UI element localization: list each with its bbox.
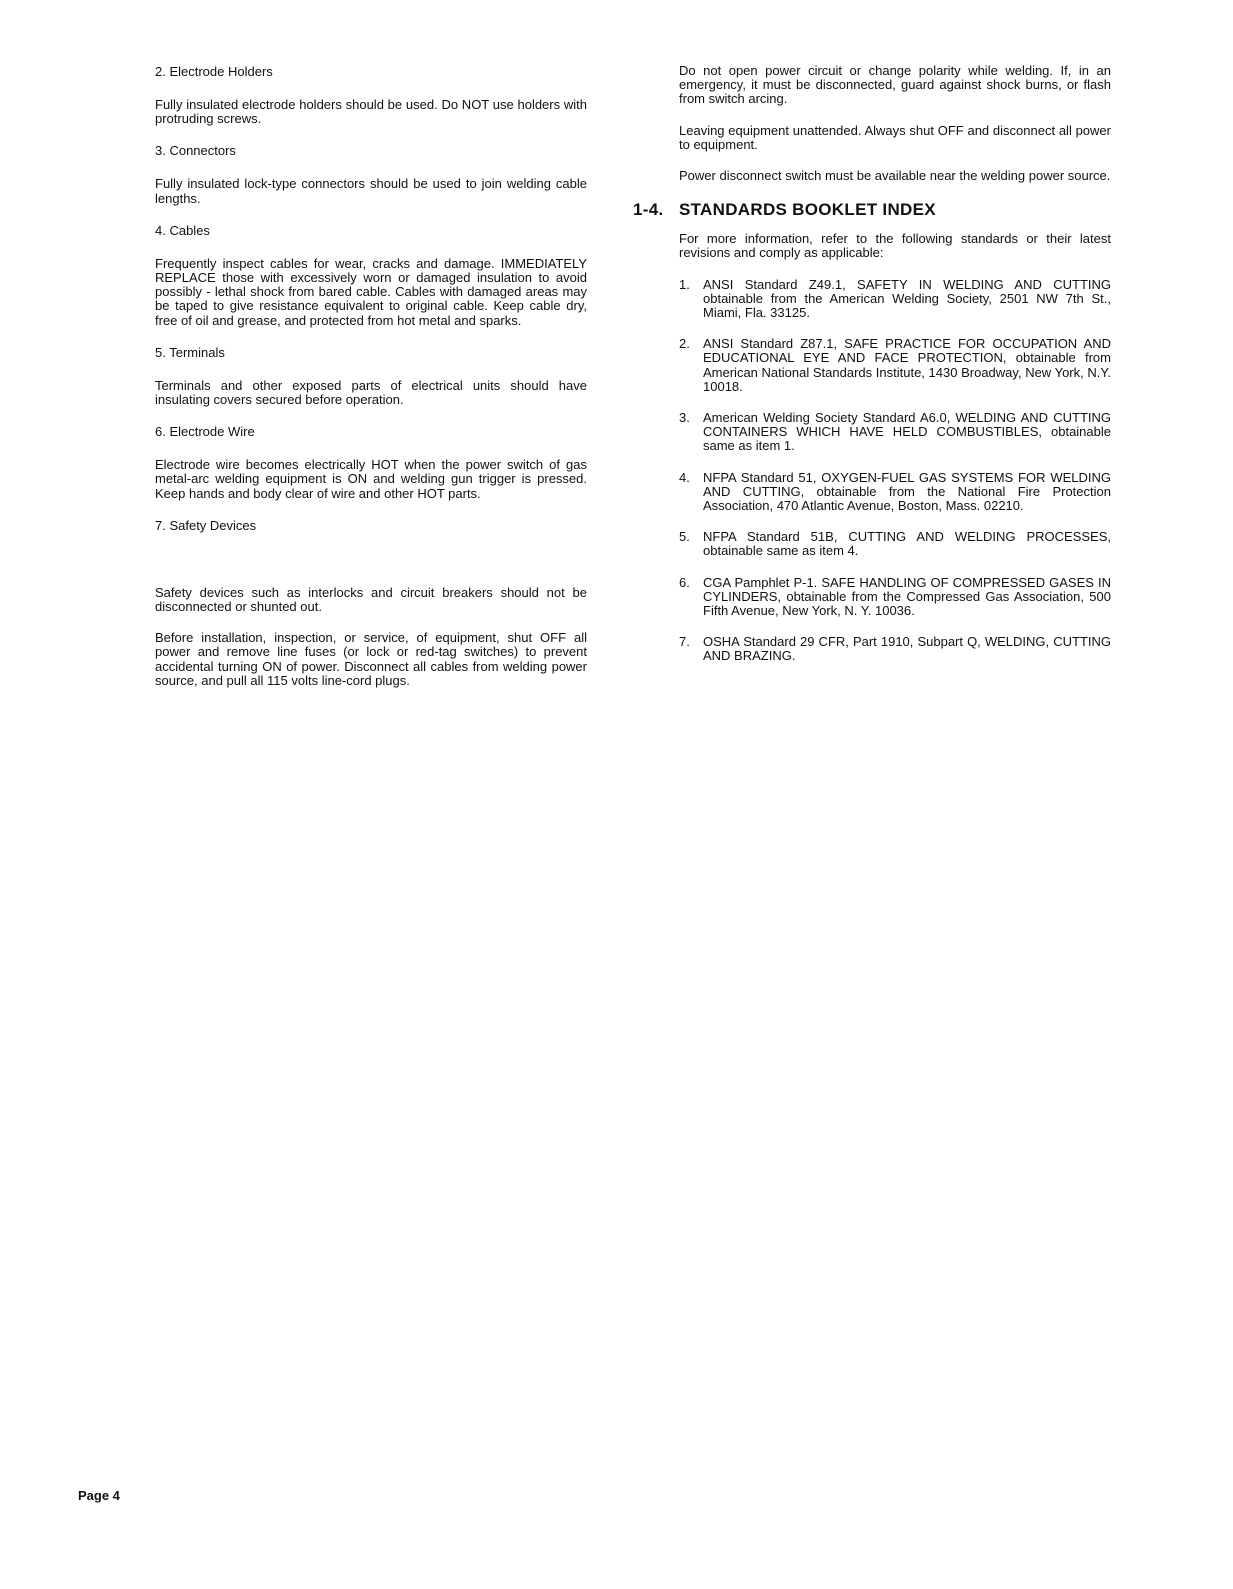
list-item-number: 7.	[679, 634, 690, 650]
standards-intro: For more information, refer to the following standards or their latest revisions and comply as applicable:	[679, 231, 1111, 261]
list-item-text: American Welding Society Standard A6.0, WELDING AND CUTTING CONTAINERS WHICH HAVE HELD COMBUSTIBLES, obtainable same as item 1.	[703, 410, 1111, 454]
list-item-number: 2.	[679, 336, 690, 352]
list-item-number: 4.	[679, 469, 690, 485]
list-item	[679, 635, 1111, 663]
page-number: Page 4	[78, 1488, 120, 1503]
cables-heading: 4. Cables	[155, 222, 210, 238]
list-item	[679, 337, 1111, 394]
list-item-number: 6.	[679, 574, 690, 590]
list-item	[679, 576, 1111, 619]
section-heading	[633, 200, 1111, 220]
list-item-text: NFPA Standard 51B, CUTTING AND WELDING PROCESSES, obtainable same as item 4.	[703, 529, 1111, 559]
electrode-holders-heading: 2. Electrode Holders	[155, 64, 273, 79]
electrode-wire-heading: 6. Electrode Wire	[155, 424, 255, 440]
list-item-text: OSHA Standard 29 CFR, Part 1910, Subpart Q, WELDING, CUTTING AND BRAZING.	[703, 634, 1111, 664]
list-item-number: 5.	[679, 529, 690, 545]
list-item-number: 1.	[679, 276, 690, 292]
list-item-number: 3.	[679, 410, 690, 426]
list-item	[679, 471, 1111, 514]
left-column	[155, 64, 587, 705]
list-item-text: CGA Pamphlet P-1. SAFE HANDLING OF COMPRESSED GASES IN CYLINDERS, obtainable from the Compressed Gas Association, 500 Fifth Avenue, New York, N. Y. 10036.	[703, 574, 1111, 619]
list-item-text: ANSI Standard Z87.1, SAFE PRACTICE FOR OCCUPATION AND EDUCATIONAL EYE AND FACE PROTECTION, obtainable from American National Standards Institute, 1430 Broadway, New York, N.Y. 10018.	[703, 336, 1111, 394]
terminals-heading: 5. Terminals	[155, 344, 225, 360]
list-item-text: NFPA Standard 51, OXYGEN-FUEL GAS SYSTEMS FOR WELDING AND CUTTING, obtainable from the National Fire Protection Association, 470 Atlantic Avenue, Boston, Mass. 02210.	[703, 469, 1111, 514]
spacer	[155, 552, 587, 586]
list-item-text: ANSI Standard Z49.1, SAFETY IN WELDING AND CUTTING obtainable from the American Welding Society, 2501 NW 7th St., Miami, Fla. 33125.	[703, 276, 1111, 321]
cables-text: Frequently inspect cables for wear, cracks and damage. IMMEDIATELY REPLACE those with excessively worn or damaged insulation to avoid possibly - lethal shock from bared cable. Cables with damaged areas may be taped to give resistance equivalent to original cable. Keep cable dry, free of oil and grease, and protected from hot metal and sparks.	[155, 255, 587, 328]
electrode-wire-text: Electrode wire becomes electrically HOT when the power switch of gas metal-arc welding equipment is ON and welding gun trigger is pressed. Keep hands and body clear of wire and other HOT parts.	[155, 457, 587, 501]
connectors-heading: 3. Connectors	[155, 143, 236, 159]
section-number: 1-4.	[633, 200, 664, 220]
standards-list	[679, 278, 1111, 664]
section-title: STANDARDS BOOKLET INDEX	[679, 200, 936, 220]
electrode-holders-text: Fully insulated electrode holders should be used. Do NOT use holders with protruding screws.	[155, 97, 587, 127]
installation-text: Before installation, inspection, or service, of equipment, shut OFF all power and remove line fuses (or lock or red-tag switches) to prevent accidental turning ON of power. Disconnect all cables from welding power source, and pull all 115 volts line-cord plugs.	[155, 630, 587, 688]
polarity-text: Do not open power circuit or change polarity while welding. If, in an emergency, it must be disconnected, guard against shock burns, or flash from switch arcing.	[679, 63, 1111, 107]
connectors-text: Fully insulated lock-type connectors should be used to join welding cable lengths.	[155, 176, 587, 206]
terminals-text: Terminals and other exposed parts of electrical units should have insulating covers secured before operation.	[155, 377, 587, 408]
list-item	[679, 411, 1111, 454]
list-item	[679, 530, 1111, 558]
disconnect-switch-text: Power disconnect switch must be available near the welding power source.	[679, 168, 1111, 184]
right-column	[633, 63, 1111, 681]
unattended-text: Leaving equipment unattended. Always shut OFF and disconnect all power to equipment.	[679, 122, 1111, 152]
safety-devices-text: Safety devices such as interlocks and circuit breakers should not be disconnected or shunted out.	[155, 584, 587, 615]
list-item	[679, 278, 1111, 321]
safety-devices-heading: 7. Safety Devices	[155, 517, 257, 533]
